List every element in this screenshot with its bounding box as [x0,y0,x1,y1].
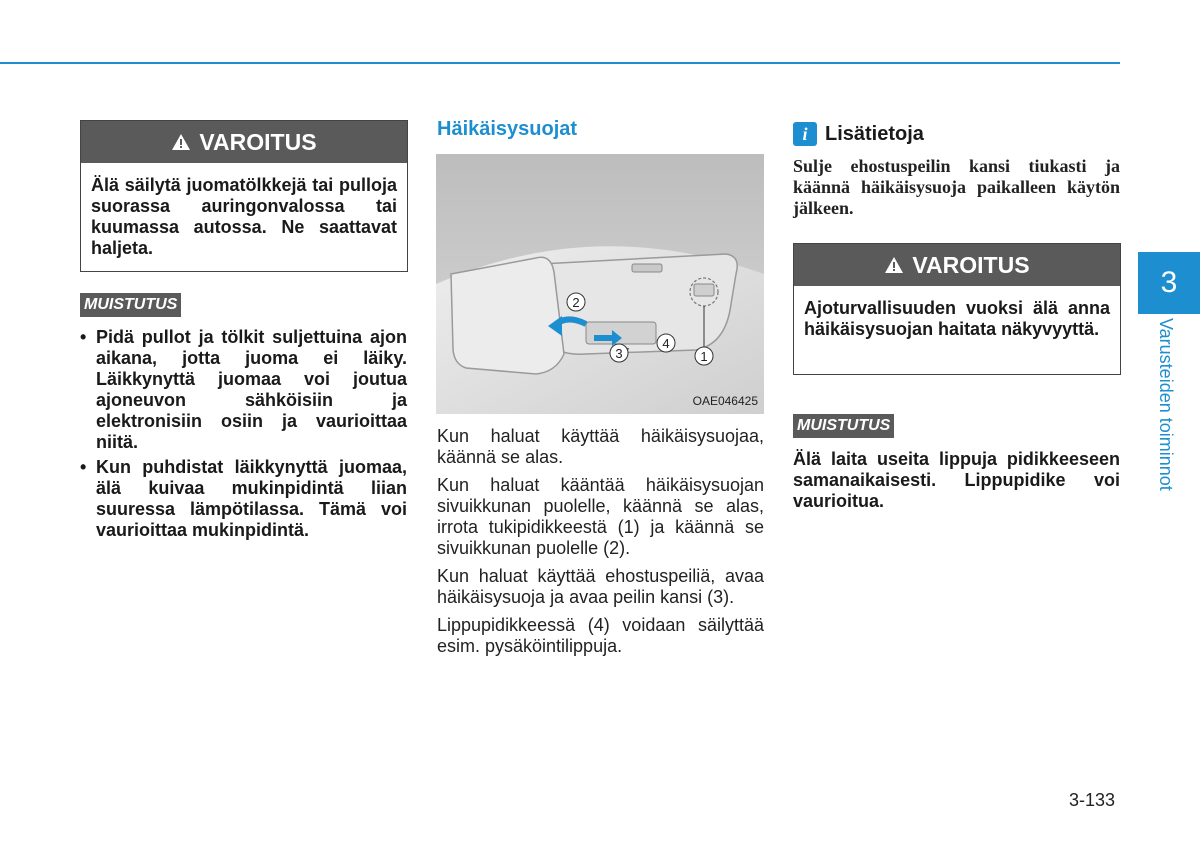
info-text: Sulje ehostuspeilin kansi tiukasti ja käännä häikäisysuoja paikalleen käytön jälkeen. [793,156,1120,218]
info-title: Lisätietoja [825,122,924,145]
sun-visor-illustration [436,154,764,414]
svg-text:1: 1 [700,349,708,364]
callout-1 [695,347,713,365]
paragraph: Kun haluat kääntää häikäisysuojan sivuikkunan puolelle, käännä se alas, irrota tukipidikkeestä (1) ja käännä se sivuikkunan puolelle (2). [437,475,764,558]
list-item: • Pidä pullot ja tölkit suljettuina ajon aikana, jotta juoma ei läiky. Läikkynyttä juomaa voi joutua ajoneuvon sähköisiin ja elektronisiin osiin ja vaurioittaa niitä. [80,327,407,453]
section-body [437,426,764,664]
paragraph: Kun haluat käyttää ehostuspeiliä, avaa häikäisysuoja ja avaa peilin kansi (3). [437,566,764,607]
top-rule [0,62,1120,64]
info-heading [793,122,924,146]
info-icon: i [793,122,817,146]
warning-triangle-icon [171,133,191,151]
warning-header [794,244,1120,286]
sun-visor-figure [436,154,764,414]
warning-text: Älä säilytä juomatölkkejä tai pulloja suorassa auringonvalossa tai kuumassa autossa. Ne saattavat haljeta. [91,175,397,258]
section-title: Häikäisysuojat [437,118,578,140]
svg-text:2: 2 [572,295,580,310]
figure-caption: OAE046425 [692,394,758,408]
paragraph: Lippupidikkeessä (4) voidaan säilyttää esim. pysäköintilippuja. [437,615,764,656]
chapter-title: Varusteiden toiminnot [1156,318,1176,491]
callout-3 [610,344,628,362]
warning-title: VAROITUS [199,128,317,155]
note-tag: MUISTUTUS [80,293,181,317]
chapter-tab: 3 [1138,252,1200,314]
warning-box-2 [793,243,1121,375]
warning-text: Ajoturvallisuuden vuoksi älä anna häikäisysuojan haitata näkyvyyttä. [804,298,1110,339]
note-text: Älä laita useita lippuja pidikkeeseen samanaikaisesti. Lippupidike voi vaurioitua. [793,449,1120,511]
warning-box-1 [80,120,408,272]
list-item: • Kun puhdistat läikkynyttä juomaa, älä kuivaa mukinpidintä liian suuressa lämpötilassa. Tämä voi vaurioittaa mukinpidintä. [80,457,407,541]
warning-header [81,121,407,163]
note-bullet-list [80,327,407,545]
warning-title: VAROITUS [912,251,1030,278]
paragraph: Kun haluat käyttää häikäisysuojaa, käännä se alas. [437,426,764,467]
warning-triangle-icon [884,256,904,274]
callout-2 [567,293,585,311]
page-number: 3-133 [1068,790,1115,810]
svg-text:4: 4 [662,336,670,351]
note-tag: MUISTUTUS [793,414,894,438]
callout-4 [657,334,675,352]
svg-text:3: 3 [615,346,623,361]
